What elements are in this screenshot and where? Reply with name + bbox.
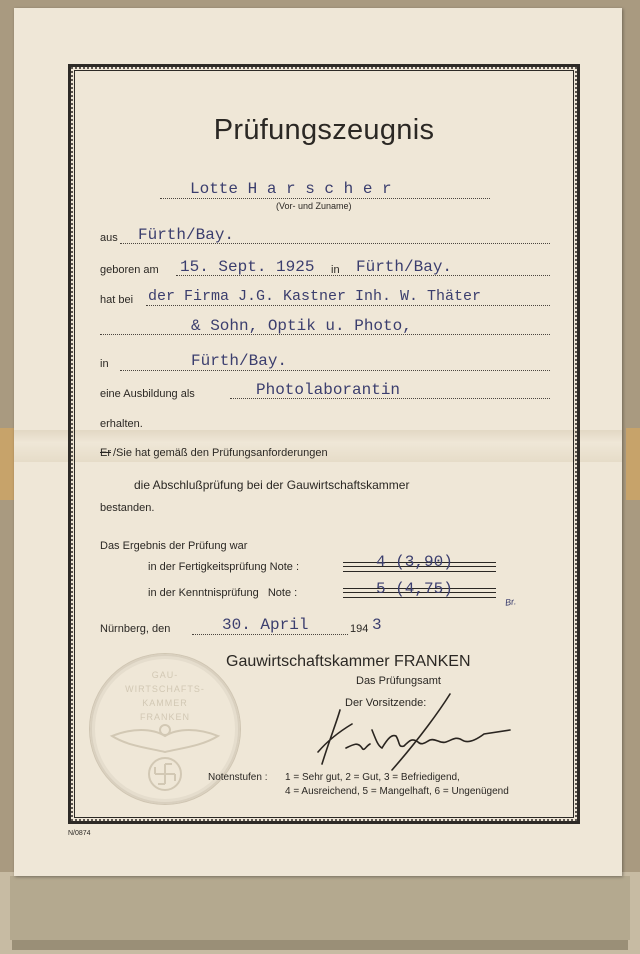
certificate-title: Prüfungszeugnis xyxy=(213,114,435,146)
born-place: Fürth/Bay. xyxy=(356,258,453,276)
fertigkeit-label: in der Fertigkeitsprüfung Note : xyxy=(148,561,300,573)
ergebnis-label: Das Ergebnis der Prüfung war xyxy=(100,540,248,552)
name-line xyxy=(160,198,490,199)
born-line xyxy=(176,275,550,276)
in-label: in xyxy=(100,358,109,370)
employer-line-1: der Firma J.G. Kastner Inh. W. Thäter xyxy=(148,288,482,305)
form-number: N/0874 xyxy=(68,830,91,837)
seal-line-2: WIRTSCHAFTS- xyxy=(125,684,205,694)
folder-edge xyxy=(12,940,628,950)
kenntnis-label: in der Kenntnisprüfung Note : xyxy=(148,587,298,599)
date-line xyxy=(192,634,348,635)
kenntnis-value: 5 (4,75) xyxy=(376,580,453,598)
sie-line: /Sie hat gemäß den Prüfungsanforderungen xyxy=(113,447,328,459)
signature xyxy=(300,690,520,780)
employer-line-2-dots xyxy=(100,334,550,335)
office-name: Das Prüfungsamt xyxy=(356,675,441,687)
fertigkeit-value: 4 (3,90) xyxy=(376,553,453,571)
grades-line-2: 4 = Ausreichend, 5 = Mangelhaft, 6 = Ungenügend xyxy=(285,786,509,797)
grades-label: Notenstufen : xyxy=(208,772,268,783)
authority-name: Gauwirtschaftskammer FRANKEN xyxy=(226,653,471,670)
born-in-label: in xyxy=(331,264,340,276)
name-caption: (Vor- und Zuname) xyxy=(276,201,352,211)
seal-line-4: FRANKEN xyxy=(139,712,190,722)
in-line xyxy=(120,370,550,371)
binding-ribbon-left xyxy=(0,428,14,500)
year-suffix: 3 xyxy=(372,616,382,634)
aus-label: aus xyxy=(100,232,118,244)
erhalten-text: erhalten. xyxy=(100,418,143,430)
ausbildung-line xyxy=(230,398,550,399)
er-prefix: Er xyxy=(100,447,111,459)
signature-text xyxy=(300,690,301,691)
grades-line-1: 1 = Sehr gut, 2 = Gut, 3 = Befriedigend, xyxy=(285,772,460,783)
binding-ribbon-right xyxy=(626,428,640,500)
employer-line-1-dots xyxy=(146,305,550,306)
seal-line-3: KAMMER xyxy=(142,698,188,708)
aus-line xyxy=(120,243,550,244)
in-value: Fürth/Bay. xyxy=(191,352,288,370)
signature-drawing xyxy=(300,690,520,780)
born-label: geboren am xyxy=(100,264,159,276)
date-value: 30. April xyxy=(222,616,309,634)
seal-line-1: GAU- xyxy=(151,670,179,680)
ausbildung-value: Photolaborantin xyxy=(256,381,401,399)
initial-mark: Br. xyxy=(504,596,517,608)
ausbildung-label: eine Ausbildung als xyxy=(100,388,195,400)
born-date: 15. Sept. 1925 xyxy=(180,258,315,276)
name-value: Lotte H a r s c h e r xyxy=(190,180,392,198)
bestanden-text: bestanden. xyxy=(100,502,155,514)
hat-bei-label: hat bei xyxy=(100,294,134,306)
chair-label: Der Vorsitzende: xyxy=(345,697,427,709)
year-prefix: 194 xyxy=(350,623,369,635)
employer-line-2: & Sohn, Optik u. Photo, xyxy=(191,317,412,335)
folder-inner-flap xyxy=(10,876,630,940)
place-date-label: Nürnberg, den xyxy=(100,623,171,635)
aus-value: Fürth/Bay. xyxy=(138,226,235,244)
abschluss-line: die Abschlußprüfung bei der Gauwirtschaftskammer xyxy=(134,478,410,492)
